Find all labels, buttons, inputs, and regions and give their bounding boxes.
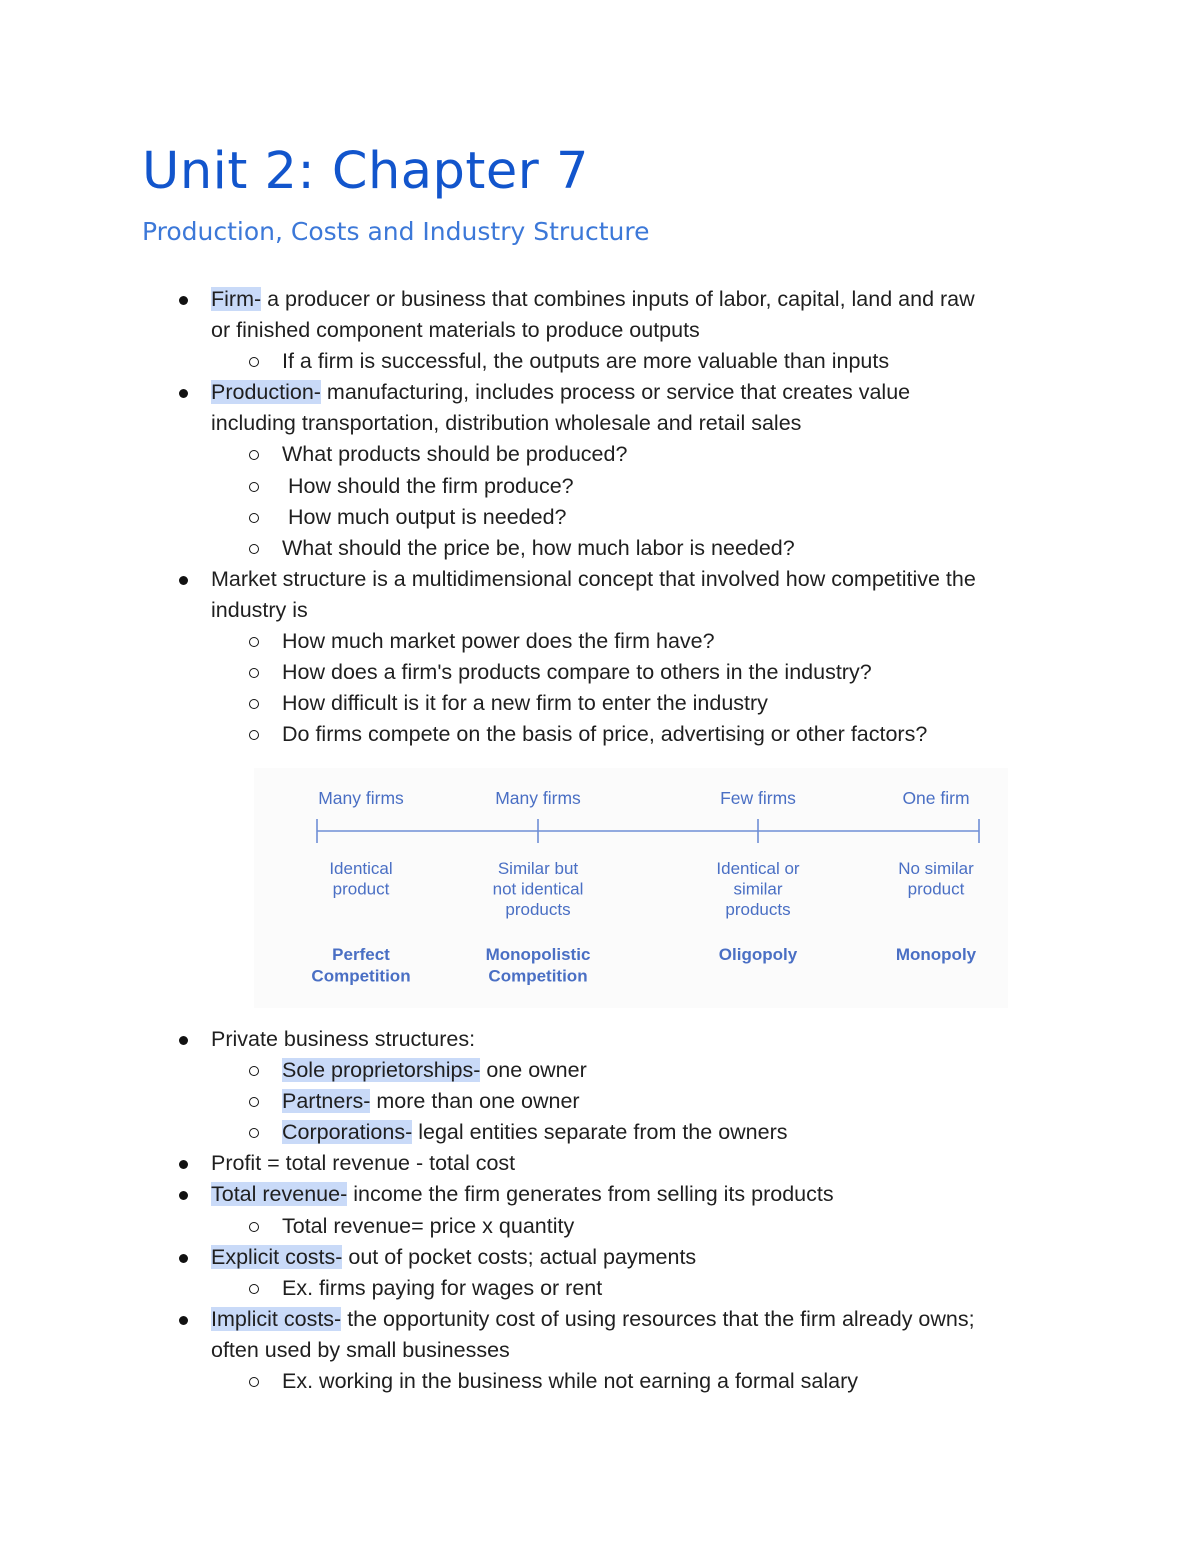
subitem-text: Do firms compete on the basis of price, advertising or other factors? (282, 722, 928, 747)
list-item-implicit-continued (0, 1335, 1200, 1366)
definition-production-continued: including transportation, distribution wholesale and retail sales (211, 411, 802, 436)
term-sole-proprietorships: Sole proprietorships- (282, 1058, 481, 1083)
product-description-label: products (725, 900, 791, 919)
market-type-label: Perfect (332, 945, 390, 964)
market-structure-text: Market structure is a multidimensional concept that involved how competitive the (211, 566, 976, 591)
subitem-text: Ex. firms paying for wages or rent (282, 1275, 603, 1300)
private-structures-text: Private business structures: (211, 1027, 476, 1051)
list-subitem (0, 346, 1200, 377)
firm-count-label: Many firms (495, 788, 581, 808)
list-subitem (0, 1366, 1200, 1397)
subitem-text: What products should be produced? (282, 442, 628, 467)
market-type-label: Monopoly (895, 945, 977, 964)
product-description-label: No similar (898, 859, 974, 878)
market-structure-svg (254, 768, 1008, 1008)
product-description-label: products (505, 900, 571, 919)
subitem-text: Ex. working in the business while not earning a formal salary (282, 1369, 859, 1394)
definition-explicit-costs: out of pocket costs; actual payments (342, 1244, 697, 1269)
list-item-market-structure (0, 564, 1200, 595)
definition-firm: a producer or business that combines inputs of labor, capital, land and raw (261, 287, 975, 311)
list-item-total-revenue (0, 1179, 1200, 1210)
subitem-text: How much output is needed? (288, 504, 567, 529)
term-implicit-costs: Implicit costs- (211, 1306, 342, 1331)
list-subitem-partners (0, 1086, 1200, 1117)
definition-firm-continued: or finished component materials to produce outputs (211, 318, 700, 343)
list-item-explicit-costs (0, 1242, 1200, 1273)
product-description-label: not identical (492, 879, 584, 899)
list-subitem (0, 688, 1200, 719)
definition-corporations: legal entities separate from the owners (412, 1120, 788, 1145)
list-subitem (0, 1273, 1200, 1304)
subitem-text: How much market power does the firm have? (282, 629, 715, 654)
definition-implicit-continued: often used by small businesses (211, 1337, 510, 1362)
definition-implicit-costs: the opportunity cost of using resources that the firm already owns; (341, 1306, 975, 1331)
list-subitem (0, 626, 1200, 657)
list-item-production (0, 377, 1200, 408)
list-item-private-structures (0, 1024, 1200, 1055)
product-description-label: product (907, 879, 965, 899)
product-description-label: similar (733, 879, 783, 899)
firm-count-label: Many firms (318, 788, 404, 808)
list-subitem (0, 657, 1200, 688)
subitem-text: What should the price be, how much labor is needed? (282, 535, 795, 560)
list-item-market-continued (0, 595, 1200, 626)
list-item-firm (0, 284, 1200, 315)
firm-count-label: Few firms (720, 788, 796, 808)
product-description-label: product (332, 879, 390, 899)
page-title: Unit 2: Chapter 7 (142, 142, 589, 201)
list-subitem (0, 1211, 1200, 1242)
term-total-revenue: Total revenue- (211, 1182, 348, 1207)
subitem-text: How difficult is it for a new firm to enter the industry (282, 691, 768, 716)
subitem-text: Total revenue= price x quantity (282, 1213, 575, 1238)
list-item-firm-continued (0, 315, 1200, 346)
subitem-text: If a firm is successful, the outputs are more valuable than inputs (282, 349, 890, 374)
definition-partners: more than one owner (370, 1089, 580, 1114)
market-type-label: Competition (311, 966, 411, 986)
term-partners: Partners- (282, 1089, 371, 1114)
market-type-label: Monopolistic (485, 945, 591, 964)
profit-formula: Profit = total revenue - total cost (211, 1151, 516, 1176)
term-explicit-costs: Explicit costs- (211, 1244, 343, 1269)
list-subitem (0, 471, 1200, 502)
term-production: Production- (211, 380, 321, 405)
market-type-label: Oligopoly (718, 945, 798, 964)
page-subtitle: Production, Costs and Industry Structure (142, 217, 650, 246)
notes-list-2 (0, 1024, 1200, 1397)
market-type-label: Competition (488, 966, 588, 986)
product-description-label: Identical or (716, 859, 800, 878)
market-structure-continued: industry is (211, 597, 308, 622)
definition-sole: one owner (480, 1058, 587, 1083)
definition-total-revenue: income the firm generates from selling its products (347, 1182, 834, 1207)
list-subitem (0, 719, 1200, 750)
product-description-label: Similar but (497, 859, 579, 878)
term-firm: Firm- (211, 287, 262, 311)
list-subitem (0, 533, 1200, 564)
list-item-implicit-costs (0, 1304, 1200, 1335)
notes-list-1 (0, 284, 1200, 750)
subitem-text: How does a firm's products compare to others in the industry? (282, 660, 872, 685)
list-subitem-corporations (0, 1117, 1200, 1148)
list-item-production-continued (0, 408, 1200, 439)
product-description-label: Identical (329, 859, 393, 878)
list-subitem (0, 439, 1200, 470)
term-corporations: Corporations- (282, 1120, 413, 1145)
subitem-text: How should the firm produce? (288, 473, 574, 498)
market-structure-diagram (254, 768, 1008, 1008)
list-subitem-sole (0, 1055, 1200, 1086)
firm-count-label: One firm (902, 788, 970, 808)
list-item-profit (0, 1148, 1200, 1179)
definition-production: manufacturing, includes process or service that creates value (320, 380, 911, 405)
list-subitem (0, 502, 1200, 533)
